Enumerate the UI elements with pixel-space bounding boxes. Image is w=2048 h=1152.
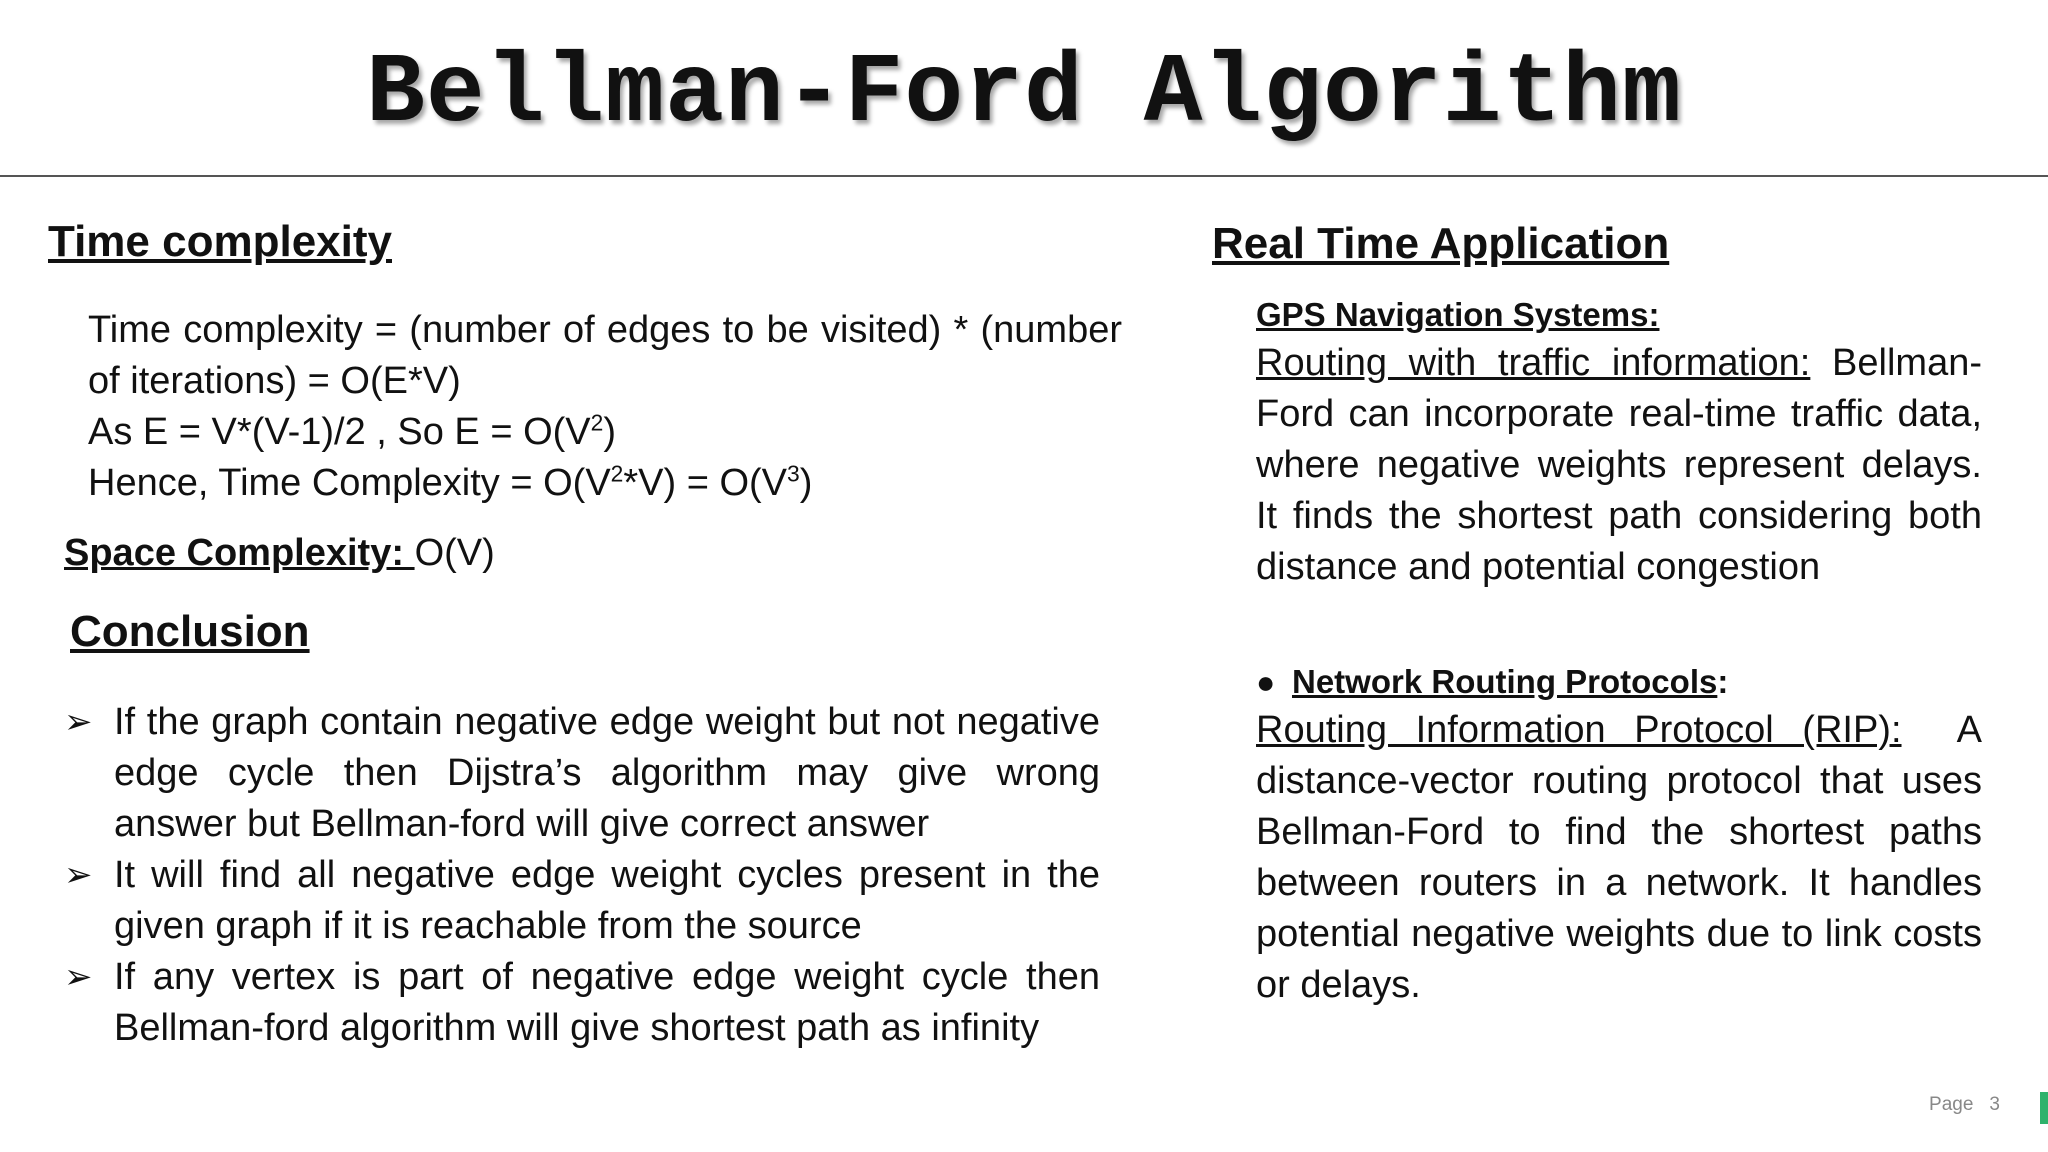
edges-relation-text: As E = V*(V-1)/2 , So E = O(V: [88, 411, 591, 453]
page-label: Page: [1929, 1094, 1974, 1115]
list-item-text: It will find all negative edge weight cycles present in the given graph if it is reachable from the source: [114, 854, 1100, 947]
arrow-bullet-icon: ➢: [64, 856, 93, 894]
list-item-text: If the graph contain negative edge weight but not negative edge cycle then Dijstra’s algorithm may give wrong answer but Bellman-ford will give correct answer: [114, 701, 1100, 845]
network-routing-colon: :: [1717, 663, 1729, 700]
list-item-text: If any vertex is part of negative edge weight cycle then Bellman-ford algorithm will give shortest path as infinity: [114, 956, 1100, 1049]
page-footer: [1913, 1094, 2000, 1116]
conclusion-heading: Conclusion: [70, 607, 310, 656]
network-routing-item: [1256, 660, 1728, 704]
result-text-c: ): [799, 462, 813, 504]
list-item: [64, 952, 1100, 1054]
page-number: 3: [1989, 1094, 2000, 1115]
gps-label: Routing with traffic information:: [1256, 342, 1811, 384]
time-complexity-heading: Time complexity: [48, 217, 392, 266]
rip-text: A distance-vector routing protocol that uses Bellman-Ford to find the shortest paths between routers in a network. It handles potential negative weights due to link costs or delays.: [1256, 709, 1982, 1006]
gps-heading: GPS Navigation Systems:: [1256, 296, 1660, 333]
result-text-a: Hence, Time Complexity = O(V: [88, 462, 611, 504]
rip-paragraph: [1256, 705, 1982, 1011]
space-complexity-value: O(V): [414, 532, 495, 574]
time-complexity-formula: Time complexity = (number of edges to be visited) * (number of iterations) = O(E*V): [88, 309, 1122, 402]
list-item: [64, 850, 1100, 952]
real-time-application-heading: Real Time Application: [1212, 219, 1670, 268]
gps-paragraph: [1256, 338, 1982, 593]
accent-bar: [2040, 1092, 2048, 1124]
network-routing-heading: Network Routing Protocols: [1292, 663, 1718, 700]
conclusion-list: [64, 697, 1100, 1054]
space-complexity-line: [64, 528, 495, 578]
time-complexity-result-line: [88, 458, 812, 509]
arrow-bullet-icon: ➢: [64, 958, 93, 996]
label-gap: [404, 532, 415, 574]
list-item: [64, 697, 1100, 850]
bullet-dot-icon: ●: [1256, 664, 1276, 700]
rip-label: Routing Information Protocol (RIP):: [1256, 709, 1902, 751]
edges-relation-close: ): [603, 411, 616, 453]
gps-text: Bellman-Ford can incorporate real-time traffic data, where negative weights represent delays. It finds the shortest path considering both distance and potential congestion: [1256, 342, 1982, 588]
arrow-bullet-icon: ➢: [64, 703, 93, 741]
title-divider: [0, 175, 2048, 177]
superscript: 2: [610, 460, 624, 487]
superscript: 3: [787, 460, 800, 487]
space-complexity-label: Space Complexity:: [64, 532, 404, 574]
edges-relation-line: [88, 407, 616, 458]
superscript: 2: [590, 409, 604, 436]
result-text-b: *V) = O(V: [623, 462, 788, 504]
page-title: Bellman-Ford Algorithm: [366, 39, 1682, 150]
